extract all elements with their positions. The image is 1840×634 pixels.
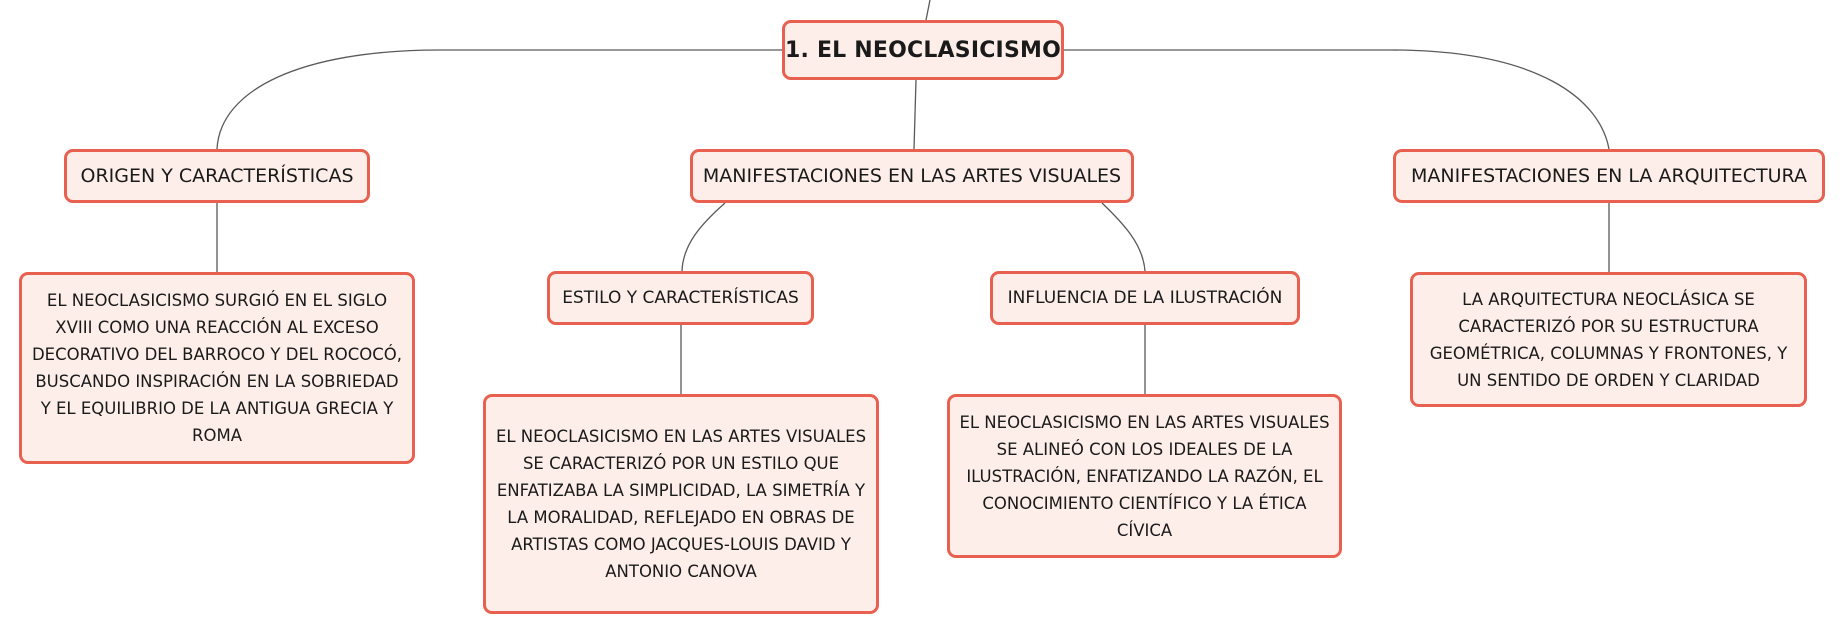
detail-text-origen: EL NEOCLASICISMO SURGIÓ EN EL SIGLO XVIII COMO UNA REACCIÓN AL EXCESO DECORATIVO DEL BARROCO Y DEL ROCOCÓ, BUSCANDO INSPIRACIÓN EN LA SOBRIEDAD Y EL EQUILIBRIO DE LA ANTIGUA GRECIA Y ROMA [31,291,403,445]
connector-root-to-artes [914,80,916,149]
subtopic-label-estilo: ESTILO Y CARACTERÍSTICAS [562,288,799,308]
root-topic-label: 1. EL NEOCLASICISMO [785,37,1061,63]
topic-node-arquitectura[interactable] [1393,149,1825,203]
detail-node-origen[interactable] [19,272,415,464]
connector-root-to-arquitectura [1064,50,1609,149]
topic-label-arquitectura: MANIFESTACIONES EN LA ARQUITECTURA [1411,165,1807,187]
subtopic-node-ilustracion[interactable] [990,271,1300,325]
detail-node-estilo[interactable] [483,394,879,614]
detail-text-ilustracion: EL NEOCLASICISMO EN LAS ARTES VISUALES SE ALINEÓ CON LOS IDEALES DE LA ILUSTRACIÓN, ENFATIZANDO LA RAZÓN, EL CONOCIMIENTO CIENTÍFICO Y LA ÉTICA CÍVICA [959,412,1330,540]
connector-root-to-origen [217,50,782,149]
topic-label-origen: ORIGEN Y CARACTERÍSTICAS [80,165,354,187]
topic-label-artes-visuales: MANIFESTACIONES EN LAS ARTES VISUALES [702,165,1122,187]
topic-node-origen[interactable] [64,149,370,203]
subtopic-node-estilo[interactable] [547,271,814,325]
detail-text-arquitectura: LA ARQUITECTURA NEOCLÁSICA SE CARACTERIZÓ POR SU ESTRUCTURA GEOMÉTRICA, COLUMNAS Y FRONTONES, Y UN SENTIDO DE ORDEN Y CLARIDAD [1429,289,1788,390]
detail-text-estilo: EL NEOCLASICISMO EN LAS ARTES VISUALES SE CARACTERIZÓ POR UN ESTILO QUE ENFATIZABA LA SIMPLICIDAD, LA SIMETRÍA Y LA MORALIDAD, REFLEJADO EN OBRAS DE ARTISTAS COMO JACQUES-LOUIS DAVID Y ANTONIO CANOVA [495,427,867,581]
subtopic-label-ilustracion: INFLUENCIA DE LA ILUSTRACIÓN [1007,288,1283,308]
root-topic-node[interactable] [782,20,1064,80]
detail-node-arquitectura[interactable] [1410,272,1807,407]
connector-parent-to-root [926,0,930,20]
connector-artes-to-ilustracion [1102,203,1145,271]
detail-node-ilustracion[interactable] [947,394,1342,558]
topic-node-artes-visuales[interactable] [690,149,1134,203]
connector-artes-to-estilo [682,203,725,271]
